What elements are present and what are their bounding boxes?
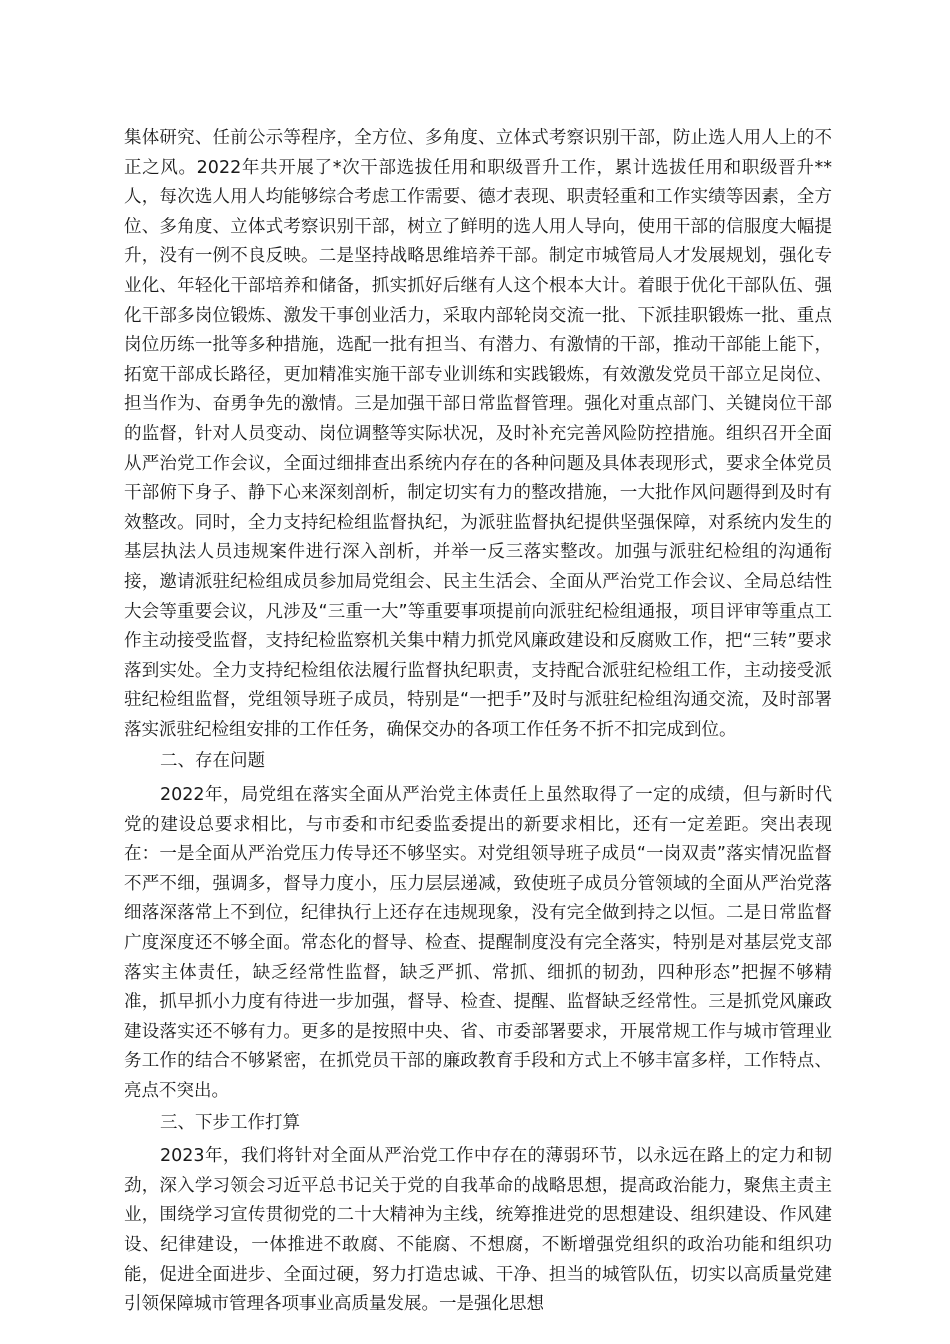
body-paragraph-1: 集体研究、任前公示等程序，全方位、多角度、立体式考察识别干部，防止选人用人上的不正之风。2022年共开展了*次干部选拔任用和职级晋升工作，累计选拔任用和职级晋升**人，每次选人用人均能够综合考虑工作需要、德才表现、职责轻重和工作实绩等因素，全方位、多角度、立体式考察识别干部，树立了鲜明的选人用人导向，使用干部的信服度大幅提升，没有一例不良反映。二是坚持战略思维培养干部。制定市城管局人才发展规划，强化专业化、年轻化干部培养和储备，抓实抓好后继有人这个根本大计。着眼于优化干部队伍、强化干部多岗位锻炼、激发干事创业活力，采取内部轮岗交流一批、下派挂职锻炼一批、重点岗位历练一批等多种措施，选配一批有担当、有潜力、有激情的干部，推动干部能上能下，拓宽干部成长路径，更加精准实施干部专业训练和实践锻炼，有效激发党员干部立足岗位、担当作为、奋勇争先的激情。三是加强干部日常监督管理。强化对重点部门、关键岗位干部的监督，针对人员变动、岗位调整等实际状况，及时补充完善风险防控措施。组织召开全面从严治党工作会议，全面过细排查出系统内存在的各种问题及具体表现形式，要求全体党员干部俯下身子、静下心来深刻剖析，制定切实有力的整改措施，一大批作风问题得到及时有效整改。同时，全力支持纪检组监督执纪，为派驻监督执纪提供坚强保障，对系统内发生的基层执法人员违规案件进行深入剖析，并举一反三落实整改。加强与派驻纪检组的沟通衔接，邀请派驻纪检组成员参加局党组会、民主生活会、全面从严治党工作会议、全局总结性大会等重要会议，凡涉及“三重一大”等重要事项提前向派驻纪检组通报，项目评审等重点工作主动接受监督，支持纪检监察机关集中精力抓党风廉政建设和反腐败工作，把“三转”要求落到实处。全力支持纪检组依法履行监督执纪职责，支持配合派驻纪检组工作，主动接受派驻纪检组监督，党组领导班子成员，特别是“一把手”及时与派驻纪检组沟通交流，及时部署落实派驻纪检组安排的工作任务，确保交办的各项工作任务不折不扣完成到位。 (124, 128, 832, 740)
section-heading-problems: 二、存在问题 (160, 751, 265, 772)
body-paragraph-3: 2023年，我们将针对全面从严治党工作中存在的薄弱环节，以永远在路上的定力和韧劲，深入学习领会习近平总书记关于党的自我革命的战略思想，提高政治能力，聚焦主责主业，围绕学习宣传贯彻党的二十大精神为主线，统筹推进党的思想建设、组织建设、作风建设、纪律建设，一体推进不敢腐、不能腐、不想腐，不断增强党组织的政治功能和组织功能，促进全面进步、全面过硬，努力打造忠诚、干净、担当的城管队伍，切实以高质量党建引领保障城市管理各项事业高质量发展。一是强化思想 (124, 1146, 832, 1315)
document-page (124, 124, 832, 1320)
body-paragraph-2: 2022年，局党组在落实全面从严治党主体责任上虽然取得了一定的成绩，但与新时代党的建设总要求相比，与市委和市纪委监委提出的新要求相比，还有一定差距。突出表现在：一是全面从严治党压力传导还不够坚实。对党组领导班子成员“一岗双责”落实情况监督不严不细，强调多，督导力度小，压力层层递减，致使班子成员分管领域的全面从严治党落细落深落常上不到位，纪律执行上还存在违规现象，没有完全做到持之以恒。二是日常监督广度深度还不够全面。常态化的督导、检查、提醒制度没有完全落实，特别是对基层党支部落实主体责任，缺乏经常性监督，缺乏严抓、常抓、细抓的韧劲，四种形态”把握不够精准，抓早抓小力度有待进一步加强，督导、检查、提醒、监督缺乏经常性。三是抓党风廉政建设落实还不够有力。更多的是按照中央、省、市委部署要求，开展常规工作与城市管理业务工作的结合不够紧密，在抓党员干部的廉政教育手段和方式上不够丰富多样，工作特点、亮点不突出。 (124, 785, 832, 1101)
section-heading-next-steps: 三、下步工作打算 (160, 1112, 300, 1133)
